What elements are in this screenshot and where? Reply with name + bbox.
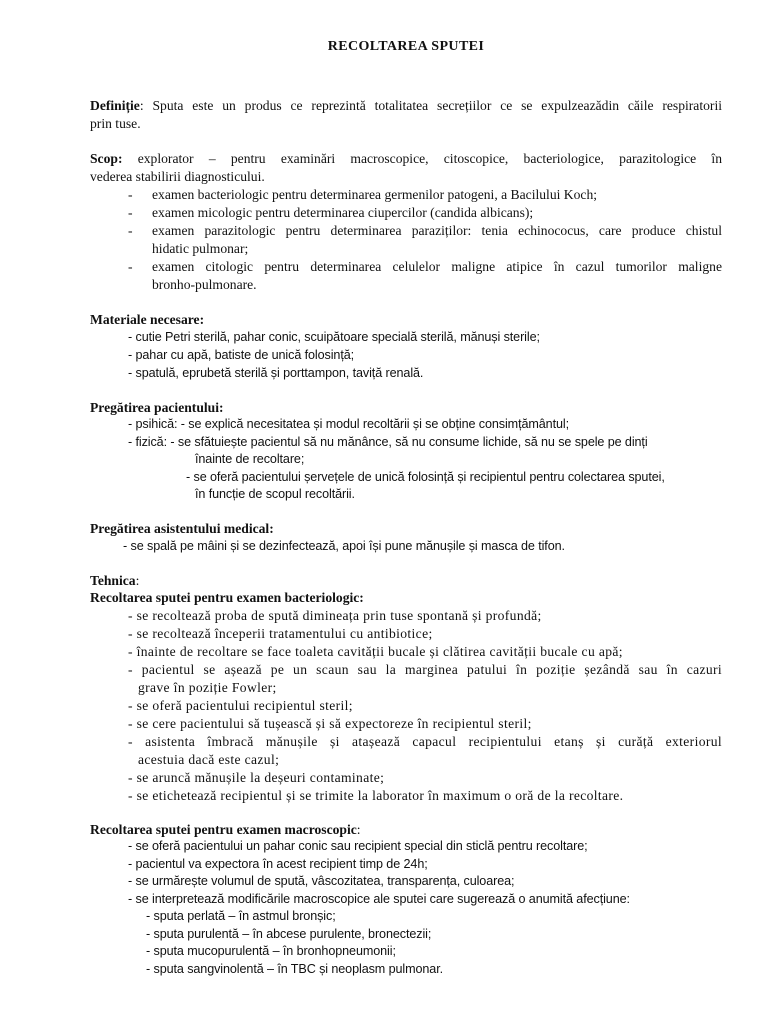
macroscopic-step: - se urmărește volumul de spută, vâscozitatea, transparența, culoarea;: [128, 874, 515, 888]
bacteriological-step: - asistenta îmbracă mănușile și atașează capacul recipientului etanș și curăță exteriorul: [128, 734, 722, 749]
document-title: RECOLTAREA SPUTEI: [327, 39, 485, 54]
list-item-dash: -: [128, 187, 133, 202]
bacteriological-step-cont: acestuia dacă este cazul;: [138, 752, 280, 767]
scope-item: examen parazitologic pentru determinarea paraziților: tenia echinococus, care produce chistul: [152, 223, 722, 238]
patient-prep-line: - psihică: - se explică necesitatea și modul recoltării și se obține consimțământul;: [128, 417, 569, 431]
patient-prep-line: în funcție de scopul recoltării.: [195, 487, 355, 501]
bacteriological-heading: Recoltarea sputei pentru examen bacteriologic:: [90, 590, 364, 605]
bacteriological-step: - se etichetează recipientul și se trimite la laborator în maximum o oră de la recoltare.: [128, 788, 624, 803]
materials-heading: Materiale necesare:: [90, 312, 205, 327]
technique-colon: :: [135, 573, 140, 588]
macroscopic-colon: :: [356, 822, 361, 837]
sputum-type: - sputa perlată – în astmul bronșic;: [146, 909, 336, 923]
macroscopic-step: - pacientul va expectora în acest recipient timp de 24h;: [128, 857, 428, 871]
macroscopic-step: - se oferă pacientului un pahar conic sau recipient special din sticlă pentru recoltare;: [128, 839, 588, 853]
macroscopic-step: - se interpretează modificările macroscopice ale sputei care sugerează o anumită afecțiune:: [128, 892, 630, 906]
definition-text: : Sputa este un produs ce reprezintă totalitatea secrețiilor ce se expulzeazădin căile respiratorii: [139, 98, 722, 113]
bacteriological-step: - înainte de recoltare se face toaleta cavității bucale și clătirea cavității bucale cu apă;: [128, 644, 623, 659]
bacteriological-step: - se oferă pacientului recipientul steril;: [128, 698, 353, 713]
scope-text: explorator – pentru examinări macroscopice, citoscopice, bacteriologice, parazitologice în: [122, 151, 722, 166]
scope-label: Scop:: [90, 151, 123, 166]
bacteriological-step-cont: grave în poziție Fowler;: [138, 680, 277, 695]
list-item-dash: -: [128, 259, 133, 274]
bacteriological-step: - se recoltează începerii tratamentului cu antibiotice;: [128, 626, 433, 641]
patient-prep-heading: Pregătirea pacientului:: [90, 400, 224, 415]
scope-item: examen citologic pentru determinarea celulelor maligne atipice în cazul tumorilor maligne: [152, 259, 722, 274]
sputum-type: - sputa mucopurulentă – în bronhopneumonii;: [146, 944, 396, 958]
scope-text-cont: vederea stabilirii diagnosticului.: [90, 169, 265, 184]
nurse-prep-heading: Pregătirea asistentului medical:: [90, 521, 274, 536]
list-item-dash: -: [128, 223, 133, 238]
macroscopic-heading-line: [90, 821, 361, 839]
bacteriological-step: - pacientul se așează pe un scaun sau la marginea patului în poziție șezândă sau în cazuri: [128, 662, 722, 677]
definition-text-cont: prin tuse.: [90, 116, 141, 131]
scope-item: examen micologic pentru determinarea ciupercilor (candida albicans);: [152, 205, 534, 220]
bacteriological-step: - se recoltează proba de spută dimineața prin tuse spontană și profundă;: [128, 608, 542, 623]
scope-item: examen bacteriologic pentru determinarea germenilor patogeni, a Bacilului Koch;: [152, 187, 598, 202]
bacteriological-step: - se cere pacientului să tușească și să expectoreze în recipientul steril;: [128, 716, 532, 731]
list-item-dash: -: [128, 205, 133, 220]
definition-label: Definiție: [90, 98, 140, 113]
sputum-type: - sputa sangvinolentă – în TBC și neoplasm pulmonar.: [146, 962, 443, 976]
patient-prep-line: - se oferă pacientului șervețele de unică folosință și recipientul pentru colectarea sputei,: [186, 470, 665, 484]
sputum-type: - sputa purulentă – în abcese purulente, bronectezii;: [146, 927, 432, 941]
materials-item: - cutie Petri sterilă, pahar conic, scuipătoare specială sterilă, mănuși sterile;: [128, 330, 540, 344]
patient-prep-line: - fizică: - se sfătuiește pacientul să nu mănânce, să nu consume lichide, să nu se spele pe dinți: [128, 435, 648, 449]
bacteriological-step: - se aruncă mănușile la deșeuri contaminate;: [128, 770, 385, 785]
scope-item-cont: hidatic pulmonar;: [152, 241, 249, 256]
materials-item: - spatulă, eprubetă sterilă și porttampon, taviță renală.: [128, 366, 424, 380]
macroscopic-heading: Recoltarea sputei pentru examen macroscopic: [90, 822, 357, 837]
materials-item: - pahar cu apă, batiste de unică folosință;: [128, 348, 355, 362]
nurse-prep-line: - se spală pe mâini și se dezinfectează, apoi își pune mănușile și masca de tifon.: [123, 539, 565, 553]
definition-line: [90, 97, 722, 115]
technique-line: [90, 572, 139, 590]
scope-line: [90, 150, 722, 168]
scope-item-cont: bronho-pulmonare.: [152, 277, 257, 292]
technique-label: Tehnica: [90, 573, 136, 588]
patient-prep-line: înainte de recoltare;: [195, 452, 305, 466]
